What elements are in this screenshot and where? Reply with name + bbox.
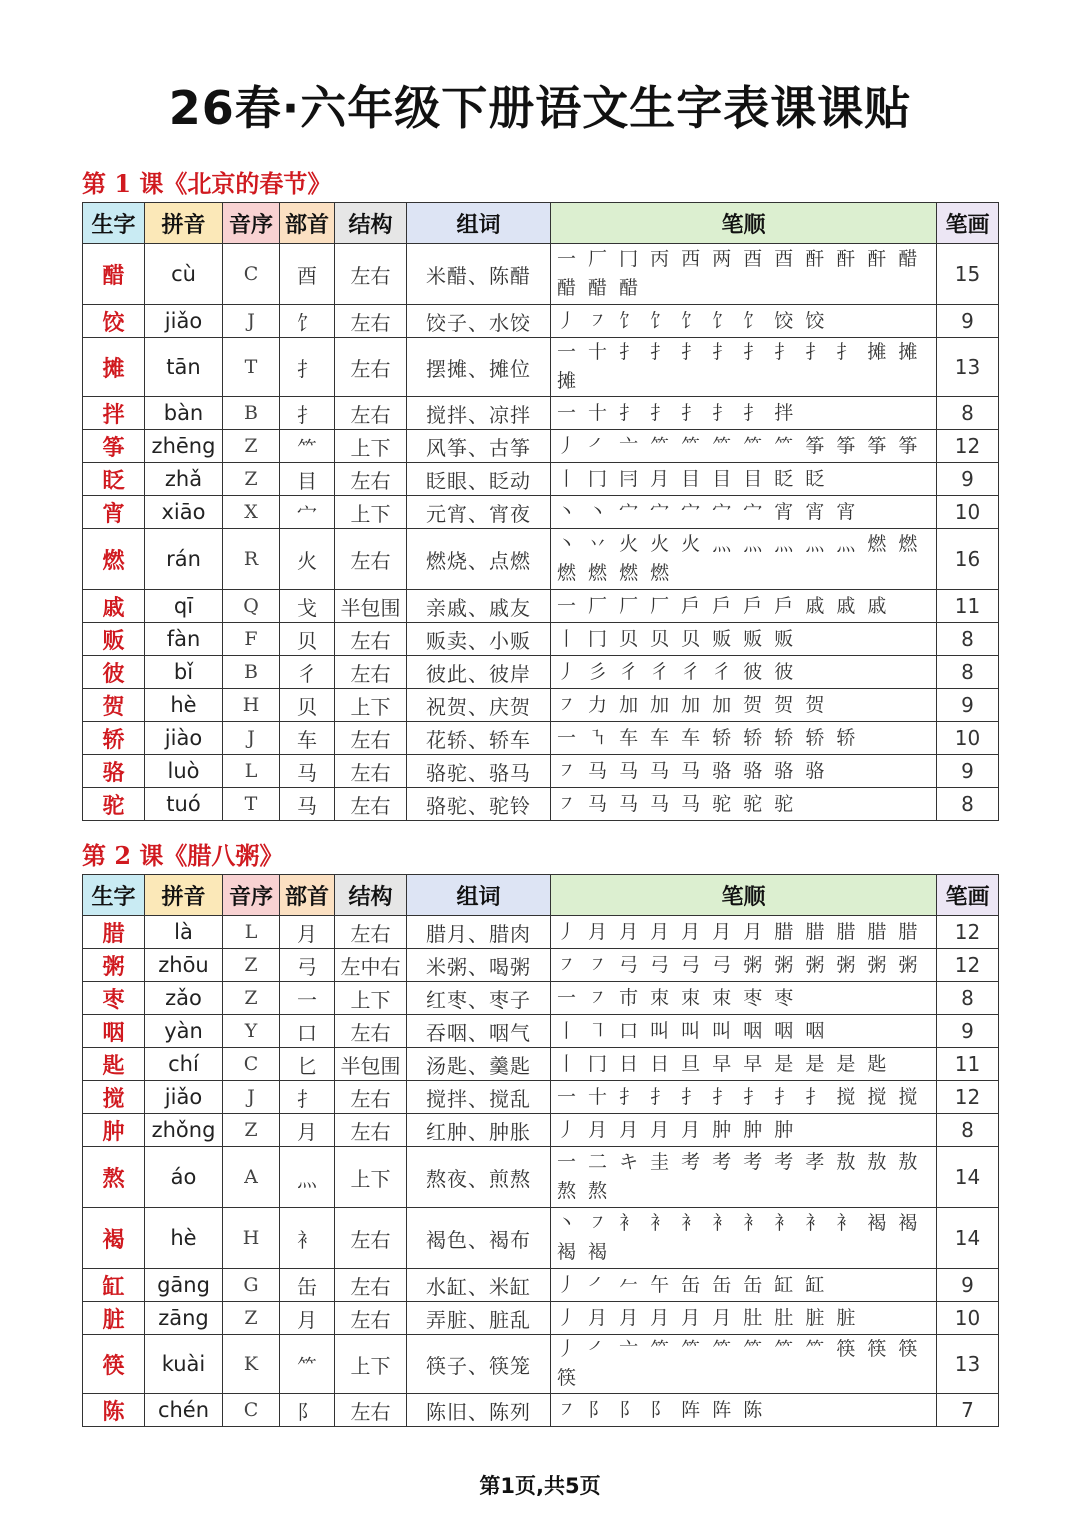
pinyin-cell: bǐ (145, 656, 223, 689)
radical-cell: 饣 (280, 305, 335, 338)
structure-cell: 左右 (335, 244, 407, 305)
header-radical: 部首 (280, 875, 335, 916)
pinyin-cell: kuài (145, 1335, 223, 1394)
radical-cell: 马 (280, 788, 335, 821)
stroke-count-cell: 9 (937, 1269, 999, 1302)
stroke-count-cell: 9 (937, 689, 999, 722)
stroke-count-cell: 7 (937, 1394, 999, 1427)
pinyin-cell: zǎo (145, 982, 223, 1015)
stroke-count-cell: 13 (937, 338, 999, 397)
order-cell: H (223, 689, 280, 722)
pinyin-cell: zhǎ (145, 463, 223, 496)
structure-cell: 左右 (335, 397, 407, 430)
page-title: 26春·六年级下册语文生字表课课贴 (168, 81, 912, 135)
stroke-count-cell: 12 (937, 430, 999, 463)
pinyin-cell: áo (145, 1147, 223, 1208)
words-cell: 米粥、喝粥 (407, 949, 551, 982)
structure-cell: 左右 (335, 463, 407, 496)
pinyin-cell: chí (145, 1048, 223, 1081)
stroke-count-cell: 11 (937, 1048, 999, 1081)
table-row (83, 689, 999, 722)
order-cell: T (223, 788, 280, 821)
table-row (83, 430, 999, 463)
char-cell: 咽 (83, 1015, 145, 1048)
radical-cell: ⺮ (280, 1335, 335, 1394)
order-cell: K (223, 1335, 280, 1394)
radical-cell: 戈 (280, 590, 335, 623)
char-cell: 枣 (83, 982, 145, 1015)
table-row (83, 916, 999, 949)
header-char: 生字 (83, 203, 145, 244)
radical-cell: 灬 (280, 1147, 335, 1208)
radical-cell: 一 (280, 982, 335, 1015)
order-cell: Q (223, 590, 280, 623)
order-cell: Z (223, 430, 280, 463)
words-cell: 饺子、水饺 (407, 305, 551, 338)
table-row (83, 1147, 999, 1208)
char-cell: 搅 (83, 1081, 145, 1114)
radical-cell: 弓 (280, 949, 335, 982)
order-cell: C (223, 1394, 280, 1427)
char-cell: 轿 (83, 722, 145, 755)
radical-cell: 贝 (280, 689, 335, 722)
char-cell: 彼 (83, 656, 145, 689)
stroke-order-cell: 丿 月 月 月 月 肿 肿 肿 (551, 1114, 937, 1147)
char-cell: 拌 (83, 397, 145, 430)
structure-cell: 左右 (335, 1394, 407, 1427)
order-cell: Y (223, 1015, 280, 1048)
structure-cell: 上下 (335, 1335, 407, 1394)
order-cell: X (223, 496, 280, 529)
words-cell: 花轿、轿车 (407, 722, 551, 755)
pinyin-cell: luò (145, 755, 223, 788)
header-structure: 结构 (335, 875, 407, 916)
words-cell: 风筝、古筝 (407, 430, 551, 463)
structure-cell: 左右 (335, 722, 407, 755)
pinyin-cell: jiào (145, 722, 223, 755)
table-header-row (83, 203, 999, 244)
radical-cell: 匕 (280, 1048, 335, 1081)
pinyin-cell: xiāo (145, 496, 223, 529)
words-cell: 亲戚、戚友 (407, 590, 551, 623)
stroke-order-cell: ㇇ 力 加 加 加 加 贺 贺 贺 (551, 689, 937, 722)
structure-cell: 左右 (335, 755, 407, 788)
order-cell: Z (223, 1302, 280, 1335)
pinyin-cell: yàn (145, 1015, 223, 1048)
pinyin-cell: gāng (145, 1269, 223, 1302)
structure-cell: 左右 (335, 338, 407, 397)
words-cell: 吞咽、咽气 (407, 1015, 551, 1048)
stroke-order-cell: 一 十 扌 扌 扌 扌 扌 拌 (551, 397, 937, 430)
words-cell: 摆摊、摊位 (407, 338, 551, 397)
words-cell: 米醋、陈醋 (407, 244, 551, 305)
pinyin-cell: hè (145, 689, 223, 722)
pinyin-cell: tān (145, 338, 223, 397)
order-cell: H (223, 1208, 280, 1269)
char-cell: 陈 (83, 1394, 145, 1427)
char-cell: 燃 (83, 529, 145, 590)
order-cell: C (223, 244, 280, 305)
structure-cell: 左右 (335, 916, 407, 949)
stroke-order-cell: 一 十 扌 扌 扌 扌 扌 扌 扌 扌 摊 摊 摊 (551, 338, 937, 397)
structure-cell: 半包围 (335, 1048, 407, 1081)
structure-cell: 左右 (335, 623, 407, 656)
words-cell: 水缸、米缸 (407, 1269, 551, 1302)
radical-cell: 火 (280, 529, 335, 590)
header-radical: 部首 (280, 203, 335, 244)
char-cell: 饺 (83, 305, 145, 338)
lesson-section (82, 838, 998, 1427)
radical-cell: 贝 (280, 623, 335, 656)
stroke-count-cell: 12 (937, 949, 999, 982)
order-cell: C (223, 1048, 280, 1081)
order-cell: T (223, 338, 280, 397)
table-row (83, 397, 999, 430)
char-cell: 粥 (83, 949, 145, 982)
pinyin-cell: fàn (145, 623, 223, 656)
stroke-count-cell: 8 (937, 656, 999, 689)
order-cell: J (223, 1081, 280, 1114)
header-structure: 结构 (335, 203, 407, 244)
stroke-order-cell: 丿 ㇒ 𠂉 午 缶 缶 缶 缸 缸 (551, 1269, 937, 1302)
stroke-count-cell: 14 (937, 1147, 999, 1208)
stroke-count-cell: 16 (937, 529, 999, 590)
pinyin-cell: jiǎo (145, 1081, 223, 1114)
lesson-title: 第 1 课《北京的春节》 (82, 169, 332, 198)
structure-cell: 上下 (335, 982, 407, 1015)
lesson-section (82, 166, 998, 821)
words-cell: 贩卖、小贩 (407, 623, 551, 656)
stroke-count-cell: 9 (937, 305, 999, 338)
structure-cell: 左右 (335, 1269, 407, 1302)
table-row (83, 982, 999, 1015)
pinyin-cell: là (145, 916, 223, 949)
page-footer: 第1页,共5页 (479, 1474, 601, 1498)
structure-cell: 左右 (335, 1114, 407, 1147)
char-cell: 腊 (83, 916, 145, 949)
char-cell: 筷 (83, 1335, 145, 1394)
stroke-order-cell: 一 厂 冂 丙 西 两 酉 酉 酐 酐 酐 醋 醋 醋 醋 (551, 244, 937, 305)
stroke-order-cell: 丿 月 月 月 月 月 肚 肚 脏 脏 (551, 1302, 937, 1335)
stroke-count-cell: 9 (937, 1015, 999, 1048)
order-cell: B (223, 656, 280, 689)
stroke-count-cell: 10 (937, 1302, 999, 1335)
stroke-order-cell: ㇇ 阝 阝 阝 阵 阵 陈 (551, 1394, 937, 1427)
stroke-count-cell: 8 (937, 982, 999, 1015)
radical-cell: 缶 (280, 1269, 335, 1302)
stroke-count-cell: 14 (937, 1208, 999, 1269)
char-cell: 褐 (83, 1208, 145, 1269)
table-row (83, 338, 999, 397)
radical-cell: 月 (280, 916, 335, 949)
stroke-order-cell: ㇇ ㇇ 弓 弓 弓 弓 粥 粥 粥 粥 粥 粥 (551, 949, 937, 982)
table-row (83, 1114, 999, 1147)
order-cell: J (223, 722, 280, 755)
radical-cell: 酉 (280, 244, 335, 305)
header-char: 生字 (83, 875, 145, 916)
radical-cell: 扌 (280, 1081, 335, 1114)
char-cell: 贩 (83, 623, 145, 656)
structure-cell: 左中右 (335, 949, 407, 982)
pinyin-cell: tuó (145, 788, 223, 821)
words-cell: 祝贺、庆贺 (407, 689, 551, 722)
char-cell: 戚 (83, 590, 145, 623)
character-table (82, 202, 999, 821)
header-words: 组词 (407, 875, 551, 916)
stroke-count-cell: 8 (937, 788, 999, 821)
stroke-count-cell: 11 (937, 590, 999, 623)
stroke-order-cell: 丶 丷 火 火 火 灬 灬 灬 灬 灬 燃 燃 燃 燃 燃 燃 (551, 529, 937, 590)
radical-cell: 马 (280, 755, 335, 788)
radical-cell: 衤 (280, 1208, 335, 1269)
pinyin-cell: jiǎo (145, 305, 223, 338)
lesson-title: 第 2 课《腊八粥》 (82, 841, 284, 870)
stroke-order-cell: 丶 丶 宀 宀 宀 宀 宀 宵 宵 宵 (551, 496, 937, 529)
table-row (83, 1335, 999, 1394)
character-table (82, 874, 999, 1427)
char-cell: 肿 (83, 1114, 145, 1147)
char-cell: 匙 (83, 1048, 145, 1081)
table-row (83, 788, 999, 821)
char-cell: 骆 (83, 755, 145, 788)
words-cell: 骆驼、驼铃 (407, 788, 551, 821)
structure-cell: 上下 (335, 496, 407, 529)
stroke-order-cell: 丿 彡 彳 彳 彳 彳 彼 彼 (551, 656, 937, 689)
char-cell: 缸 (83, 1269, 145, 1302)
words-cell: 红枣、枣子 (407, 982, 551, 1015)
header-pinyin: 拼音 (145, 875, 223, 916)
order-cell: B (223, 397, 280, 430)
header-count: 笔画 (937, 203, 999, 244)
order-cell: Z (223, 949, 280, 982)
table-row (83, 755, 999, 788)
stroke-count-cell: 9 (937, 755, 999, 788)
words-cell: 腊月、腊肉 (407, 916, 551, 949)
stroke-count-cell: 10 (937, 496, 999, 529)
order-cell: J (223, 305, 280, 338)
table-row (83, 305, 999, 338)
table-header-row (83, 875, 999, 916)
stroke-order-cell: 丶 ㇇ 衤 衤 衤 衤 衤 衤 衤 衤 褐 褐 褐 褐 (551, 1208, 937, 1269)
stroke-count-cell: 8 (937, 397, 999, 430)
structure-cell: 半包围 (335, 590, 407, 623)
char-cell: 驼 (83, 788, 145, 821)
stroke-order-cell: 丿 月 月 月 月 月 月 腊 腊 腊 腊 腊 (551, 916, 937, 949)
table-row (83, 463, 999, 496)
table-row (83, 1269, 999, 1302)
radical-cell: ⺮ (280, 430, 335, 463)
stroke-count-cell: 10 (937, 722, 999, 755)
stroke-count-cell: 12 (937, 1081, 999, 1114)
order-cell: Z (223, 463, 280, 496)
words-cell: 陈旧、陈列 (407, 1394, 551, 1427)
words-cell: 汤匙、羹匙 (407, 1048, 551, 1081)
stroke-order-cell: ㇇ 马 马 马 马 驼 驼 驼 (551, 788, 937, 821)
header-count: 笔画 (937, 875, 999, 916)
stroke-order-cell: ㇇ 马 马 马 马 骆 骆 骆 骆 (551, 755, 937, 788)
stroke-order-cell: 一 ㇇ 巿 朿 朿 朿 枣 枣 (551, 982, 937, 1015)
pinyin-cell: zhǒng (145, 1114, 223, 1147)
pinyin-cell: rán (145, 529, 223, 590)
words-cell: 熬夜、煎熬 (407, 1147, 551, 1208)
structure-cell: 左右 (335, 788, 407, 821)
table-row (83, 623, 999, 656)
radical-cell: 扌 (280, 397, 335, 430)
order-cell: R (223, 529, 280, 590)
char-cell: 熬 (83, 1147, 145, 1208)
pinyin-cell: zhēng (145, 430, 223, 463)
table-row (83, 1081, 999, 1114)
stroke-count-cell: 15 (937, 244, 999, 305)
stroke-order-cell: 丿 ㇒ 亠 ⺮ ⺮ ⺮ ⺮ ⺮ ⺮ 筷 筷 筷 筷 (551, 1335, 937, 1394)
header-order: 音序 (223, 875, 280, 916)
stroke-order-cell: 丨 冂 日 日 旦 早 早 是 是 是 匙 (551, 1048, 937, 1081)
pinyin-cell: qī (145, 590, 223, 623)
table-row (83, 244, 999, 305)
words-cell: 搅拌、搅乱 (407, 1081, 551, 1114)
char-cell: 脏 (83, 1302, 145, 1335)
table-row (83, 590, 999, 623)
radical-cell: 扌 (280, 338, 335, 397)
radical-cell: 目 (280, 463, 335, 496)
pinyin-cell: chén (145, 1394, 223, 1427)
words-cell: 元宵、宵夜 (407, 496, 551, 529)
stroke-order-cell: 丨 冂 贝 贝 贝 贩 贩 贩 (551, 623, 937, 656)
words-cell: 彼此、彼岸 (407, 656, 551, 689)
words-cell: 眨眼、眨动 (407, 463, 551, 496)
char-cell: 贺 (83, 689, 145, 722)
stroke-count-cell: 8 (937, 623, 999, 656)
stroke-order-cell: 丿 ㇇ 饣 饣 饣 饣 饣 饺 饺 (551, 305, 937, 338)
char-cell: 摊 (83, 338, 145, 397)
stroke-count-cell: 13 (937, 1335, 999, 1394)
stroke-count-cell: 8 (937, 1114, 999, 1147)
structure-cell: 上下 (335, 689, 407, 722)
stroke-order-cell: 一 ㇎ 车 车 车 轿 轿 轿 轿 轿 (551, 722, 937, 755)
table-row (83, 949, 999, 982)
radical-cell: 宀 (280, 496, 335, 529)
stroke-order-cell: 一 二 キ 圭 考 考 考 考 孝 敖 敖 敖 熬 熬 (551, 1147, 937, 1208)
table-row (83, 656, 999, 689)
order-cell: A (223, 1147, 280, 1208)
char-cell: 宵 (83, 496, 145, 529)
radical-cell: 月 (280, 1114, 335, 1147)
table-row (83, 1208, 999, 1269)
words-cell: 弄脏、脏乱 (407, 1302, 551, 1335)
structure-cell: 左右 (335, 1208, 407, 1269)
stroke-order-cell: 丿 ㇒ 亠 ⺮ ⺮ ⺮ ⺮ ⺮ 筝 筝 筝 筝 (551, 430, 937, 463)
structure-cell: 左右 (335, 656, 407, 689)
structure-cell: 左右 (335, 1081, 407, 1114)
order-cell: F (223, 623, 280, 656)
structure-cell: 上下 (335, 430, 407, 463)
header-pinyin: 拼音 (145, 203, 223, 244)
order-cell: Z (223, 982, 280, 1015)
header-strokes: 笔顺 (551, 203, 937, 244)
table-row (83, 722, 999, 755)
table-row (83, 1015, 999, 1048)
radical-cell: 月 (280, 1302, 335, 1335)
header-order: 音序 (223, 203, 280, 244)
words-cell: 褐色、褐布 (407, 1208, 551, 1269)
header-words: 组词 (407, 203, 551, 244)
radical-cell: 口 (280, 1015, 335, 1048)
order-cell: L (223, 916, 280, 949)
structure-cell: 左右 (335, 1302, 407, 1335)
words-cell: 筷子、筷笼 (407, 1335, 551, 1394)
pinyin-cell: hè (145, 1208, 223, 1269)
radical-cell: 彳 (280, 656, 335, 689)
table-row (83, 496, 999, 529)
table-row (83, 529, 999, 590)
words-cell: 搅拌、凉拌 (407, 397, 551, 430)
stroke-order-cell: 一 厂 厂 厂 戶 戶 戶 戶 戚 戚 戚 (551, 590, 937, 623)
radical-cell: 车 (280, 722, 335, 755)
structure-cell: 左右 (335, 529, 407, 590)
pinyin-cell: zāng (145, 1302, 223, 1335)
stroke-order-cell: 丨 冂 冃 月 目 目 目 眨 眨 (551, 463, 937, 496)
stroke-order-cell: 一 十 扌 扌 扌 扌 扌 扌 扌 搅 搅 搅 (551, 1081, 937, 1114)
pinyin-cell: zhōu (145, 949, 223, 982)
stroke-count-cell: 12 (937, 916, 999, 949)
radical-cell: 阝 (280, 1394, 335, 1427)
words-cell: 红肿、肿胀 (407, 1114, 551, 1147)
pinyin-cell: cù (145, 244, 223, 305)
order-cell: G (223, 1269, 280, 1302)
words-cell: 骆驼、骆马 (407, 755, 551, 788)
pinyin-cell: bàn (145, 397, 223, 430)
words-cell: 燃烧、点燃 (407, 529, 551, 590)
table-row (83, 1394, 999, 1427)
table-row (83, 1048, 999, 1081)
stroke-count-cell: 9 (937, 463, 999, 496)
order-cell: L (223, 755, 280, 788)
structure-cell: 左右 (335, 1015, 407, 1048)
stroke-order-cell: 丨 ㇕ 口 叫 叫 叫 咽 咽 咽 (551, 1015, 937, 1048)
order-cell: Z (223, 1114, 280, 1147)
header-strokes: 笔顺 (551, 875, 937, 916)
structure-cell: 上下 (335, 1147, 407, 1208)
char-cell: 筝 (83, 430, 145, 463)
table-row (83, 1302, 999, 1335)
char-cell: 醋 (83, 244, 145, 305)
char-cell: 眨 (83, 463, 145, 496)
structure-cell: 左右 (335, 305, 407, 338)
